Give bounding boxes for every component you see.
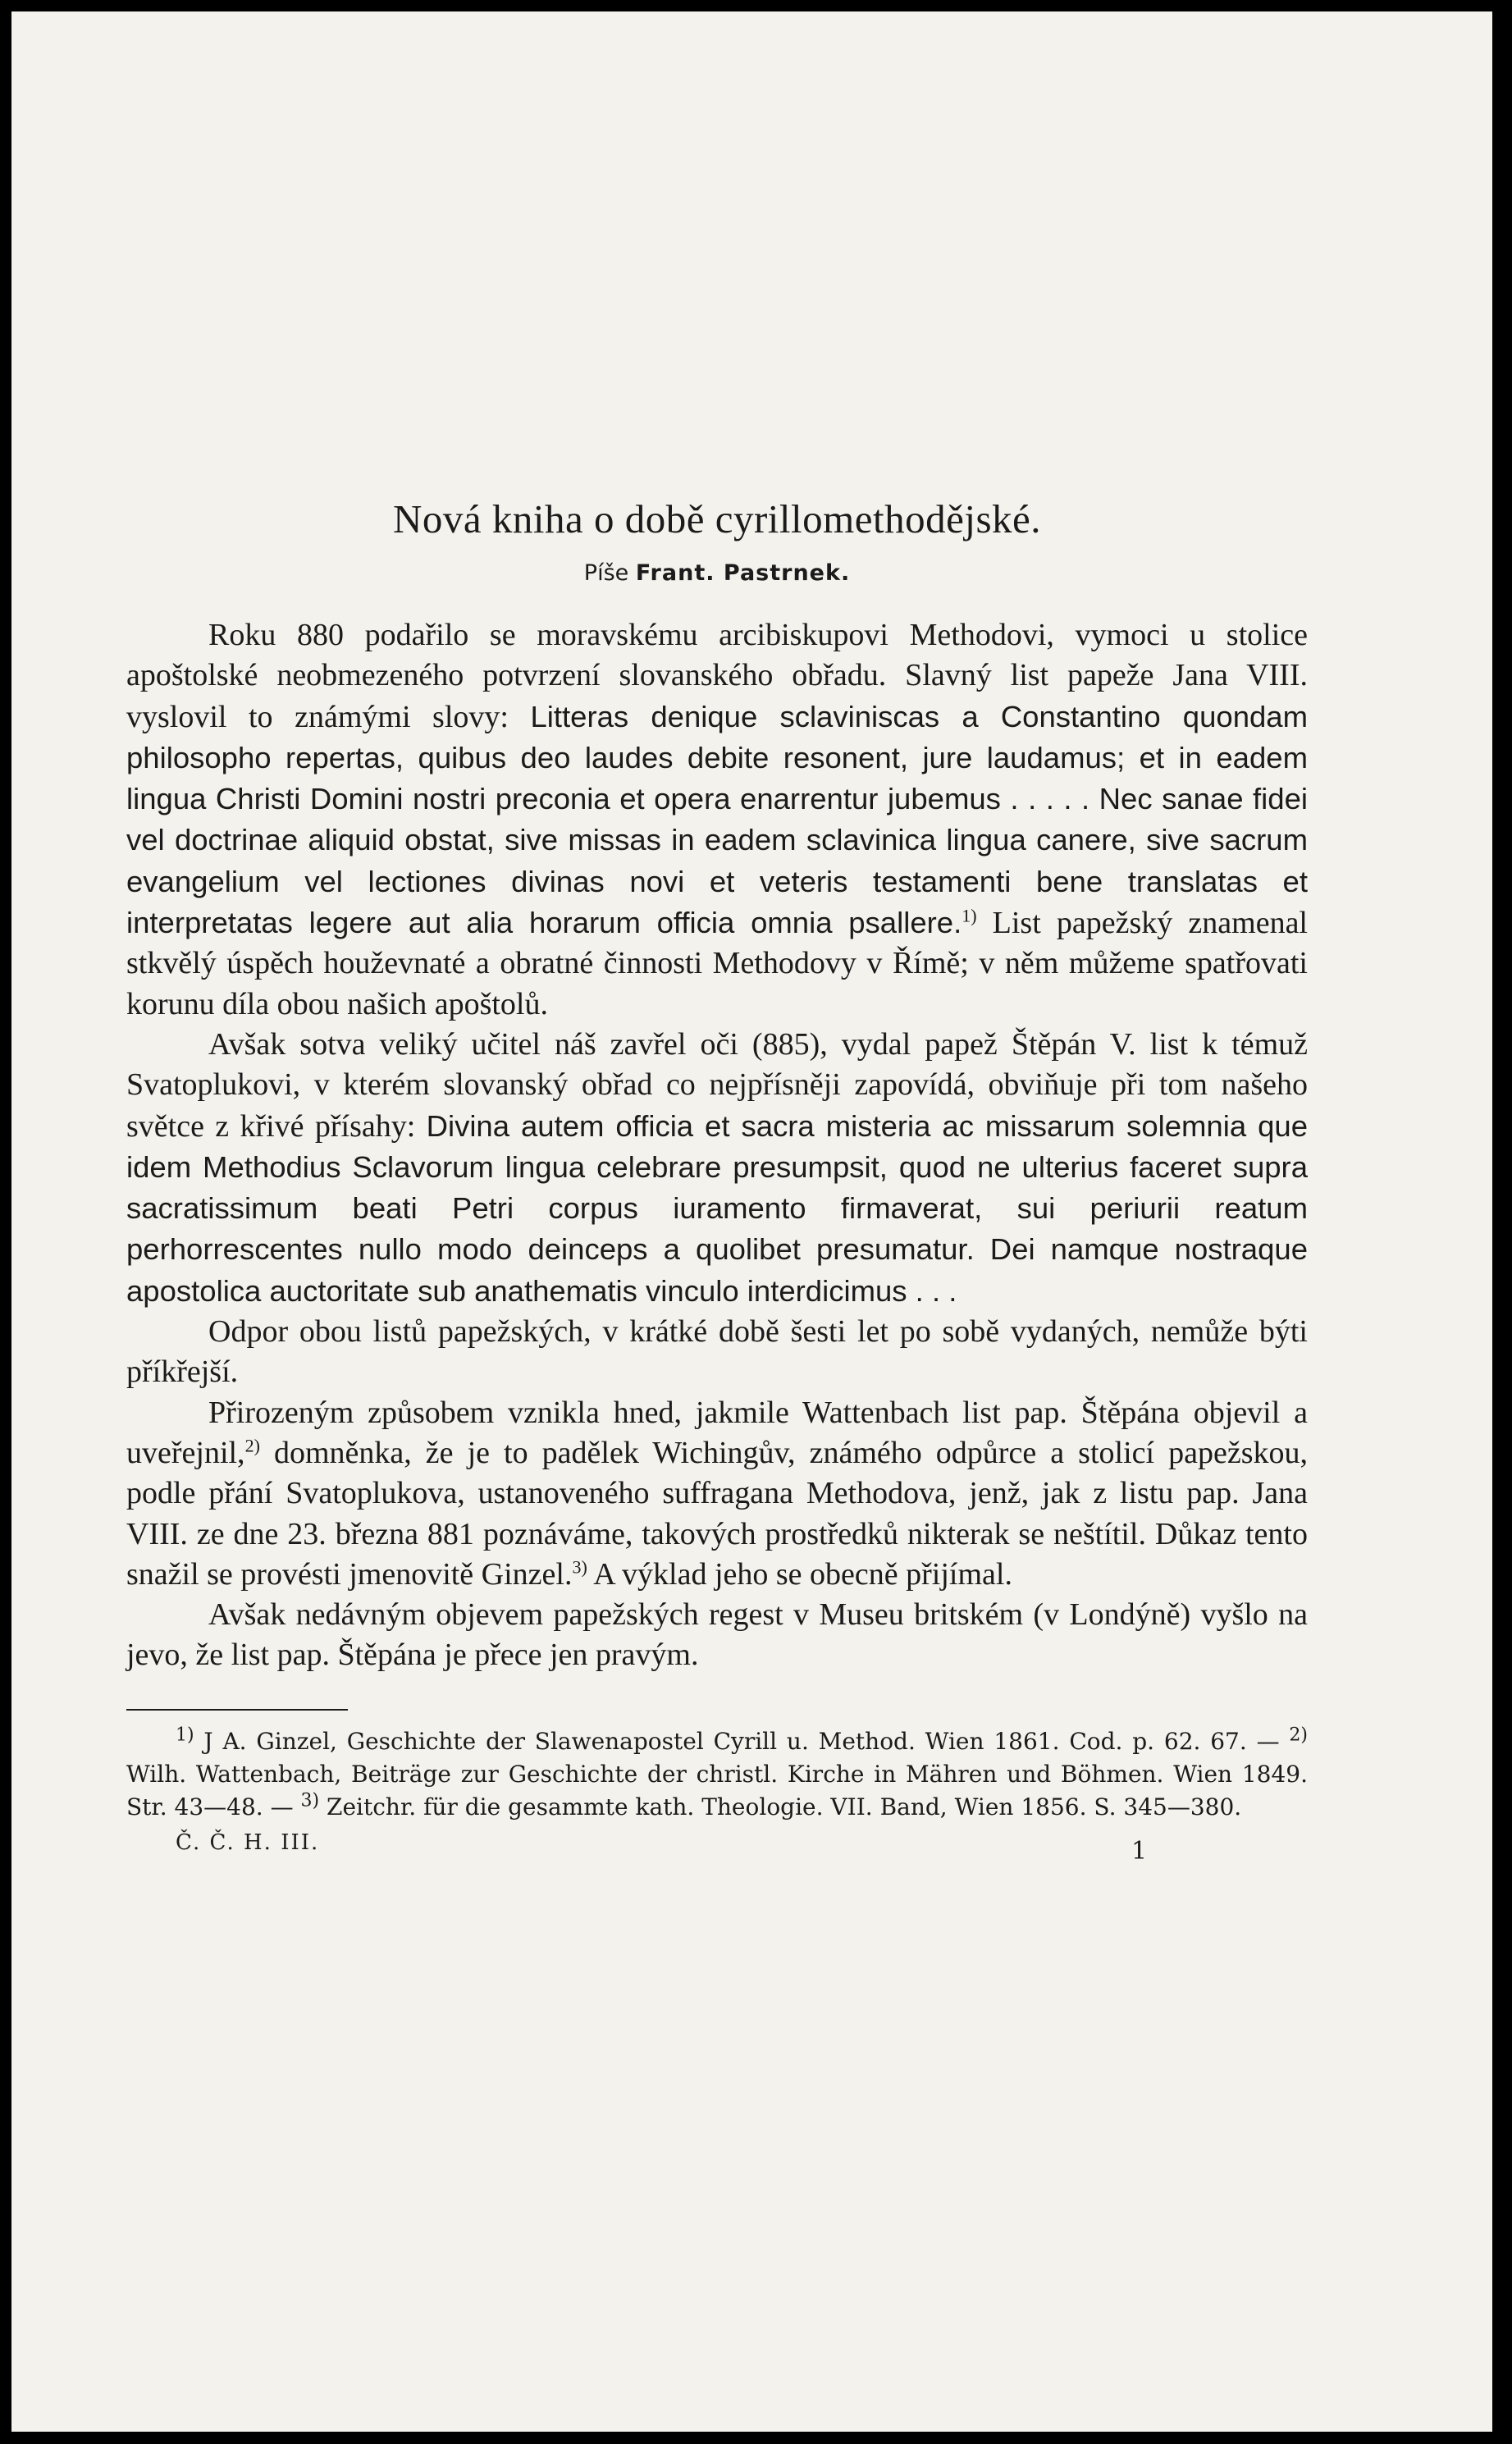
paragraph-1-latin-quote: Litteras denique sclaviniscas a Constantino quondam philosopho repertas, quibus deo laudes debite resonent, jure laudamus; et in eadem lingua Christi Domini nostri preconia et opera enarrentur jubemus . . . . . Nec sanae fidei vel doctrinae aliquid obstat, sive missas in eadem sclavinica lingua canere, sive sacrum evangelium vel lectiones divinas novi et veteris testamenti bene translatas et interpretatas legere aut alia horarum officia omnia psallere. [126,699,1308,940]
paragraph-1 [126,615,1308,1025]
paragraph-3: Odpor obou listů papežských, v krátké době šesti let po sobě vydaných, nemůže býti příkřejší. [126,1314,1308,1390]
footnote-1-mark: 1) [176,1725,194,1746]
footnote-ref-2: 2) [244,1435,260,1456]
byline-prefix: Píše [583,560,629,586]
paragraph-5: Avšak nedávným objevem papežských regest v Museu britském (v Londýně) vyšlo na jevo, že list pap. Štěpána je přece jen pravým. [126,1597,1308,1673]
footnotes [126,1725,1308,1824]
paragraph-4-text-c: A výklad jeho se obecně přijímal. [587,1556,1012,1592]
footnote-1-text: J A. Ginzel, Geschichte der Slawenapostel Cyrill u. Method. Wien 1861. Cod. p. 62. 67. — [194,1727,1290,1755]
paragraph-1-text-b: List papežský znamenal stkvělý úspěch houževnaté a obratné činnosti Methodovy v Římě; v něm můžeme spatřovati korunu díla obou našich apoštolů. [126,906,1308,1021]
paragraph-2-text-a: Avšak sotva veliký učitel náš zavřel oči (885), vydal papež Štěpán V. list k témuž Svatoplukovi, v kterém slovanský obřad co nejpřísněji zapovídá, obviňuje při tom našeho světce z křivé přísahy: [126,1026,1308,1144]
journal-signature: Č. Č. H. III. [176,1830,320,1855]
author-name: Frant. Pastrnek. [635,560,851,586]
paragraph-2-latin-quote: Divina autem officia et sacra misteria ac missarum solemnia que idem Methodius Sclavorum lingua celebrare presumpsit, quod ne ulterius faceret supra sacratissimum beati Petri corpus iuramento firmaverat, sui periurii reatum perhorrescentes nullo modo deinceps a quolibet presumatur. Dei namque nostraque apostolica auctoritate sub anathematis vinculo interdicimus . . . [126,1108,1309,1308]
paragraph-4-text-a: Přirozeným způsobem vznikla hned, jakmile Wattenbach list pap. Štěpána objevil a uveřejnil, [126,1395,1308,1470]
paragraph-2 [126,1025,1308,1312]
byline [126,560,1308,586]
page-footer [126,1830,1308,1871]
page-number: 1 [1131,1836,1148,1866]
footnote-3-text: Zeitchr. für die gesammte kath. Theologie. VII. Band, Wien 1856. S. 345—380. [319,1793,1242,1820]
footnote-3-mark: 3) [300,1790,320,1811]
article [126,496,1308,1871]
footnote-ref-3: 3) [572,1556,587,1578]
footnote-divider [126,1709,348,1711]
page-sheet [11,11,1492,2432]
paragraph-4 [126,1393,1308,1595]
paragraph-4-text-b: domněnka, že je to padělek Wichingův, známého odpůrce a stolicí papežskou, podle přání Svatoplukova, ustanoveného suffragana Methodova, jenž, jak z listu pap. Jana VIII. ze dne 23. března 881 poznáváme, takových prostředků nikterak se neštítil. Důkaz tento snažil se provésti jmenovitě Ginzel. [126,1435,1308,1592]
footnote-2-text: Wilh. Wattenbach, Beiträge zur Geschichte der christl. Kirche in Mähren und Böhmen. Wien 1849. Str. 43—48. — [126,1760,1308,1820]
footnote-2-mark: 2) [1289,1725,1308,1746]
paragraph-1-text-a: Roku 880 podařilo se moravskému arcibiskupovi Methodovi, vymoci u stolice apoštolské neobmezeného potvrzení slovanského obřadu. Slavný list papeže Jana VIII. vyslovil to známými slovy: [126,618,1308,734]
article-body [126,615,1308,1676]
footnote-ref-1: 1) [962,905,977,926]
article-title: Nová kniha o době cyrillomethodějské. [392,496,1042,541]
